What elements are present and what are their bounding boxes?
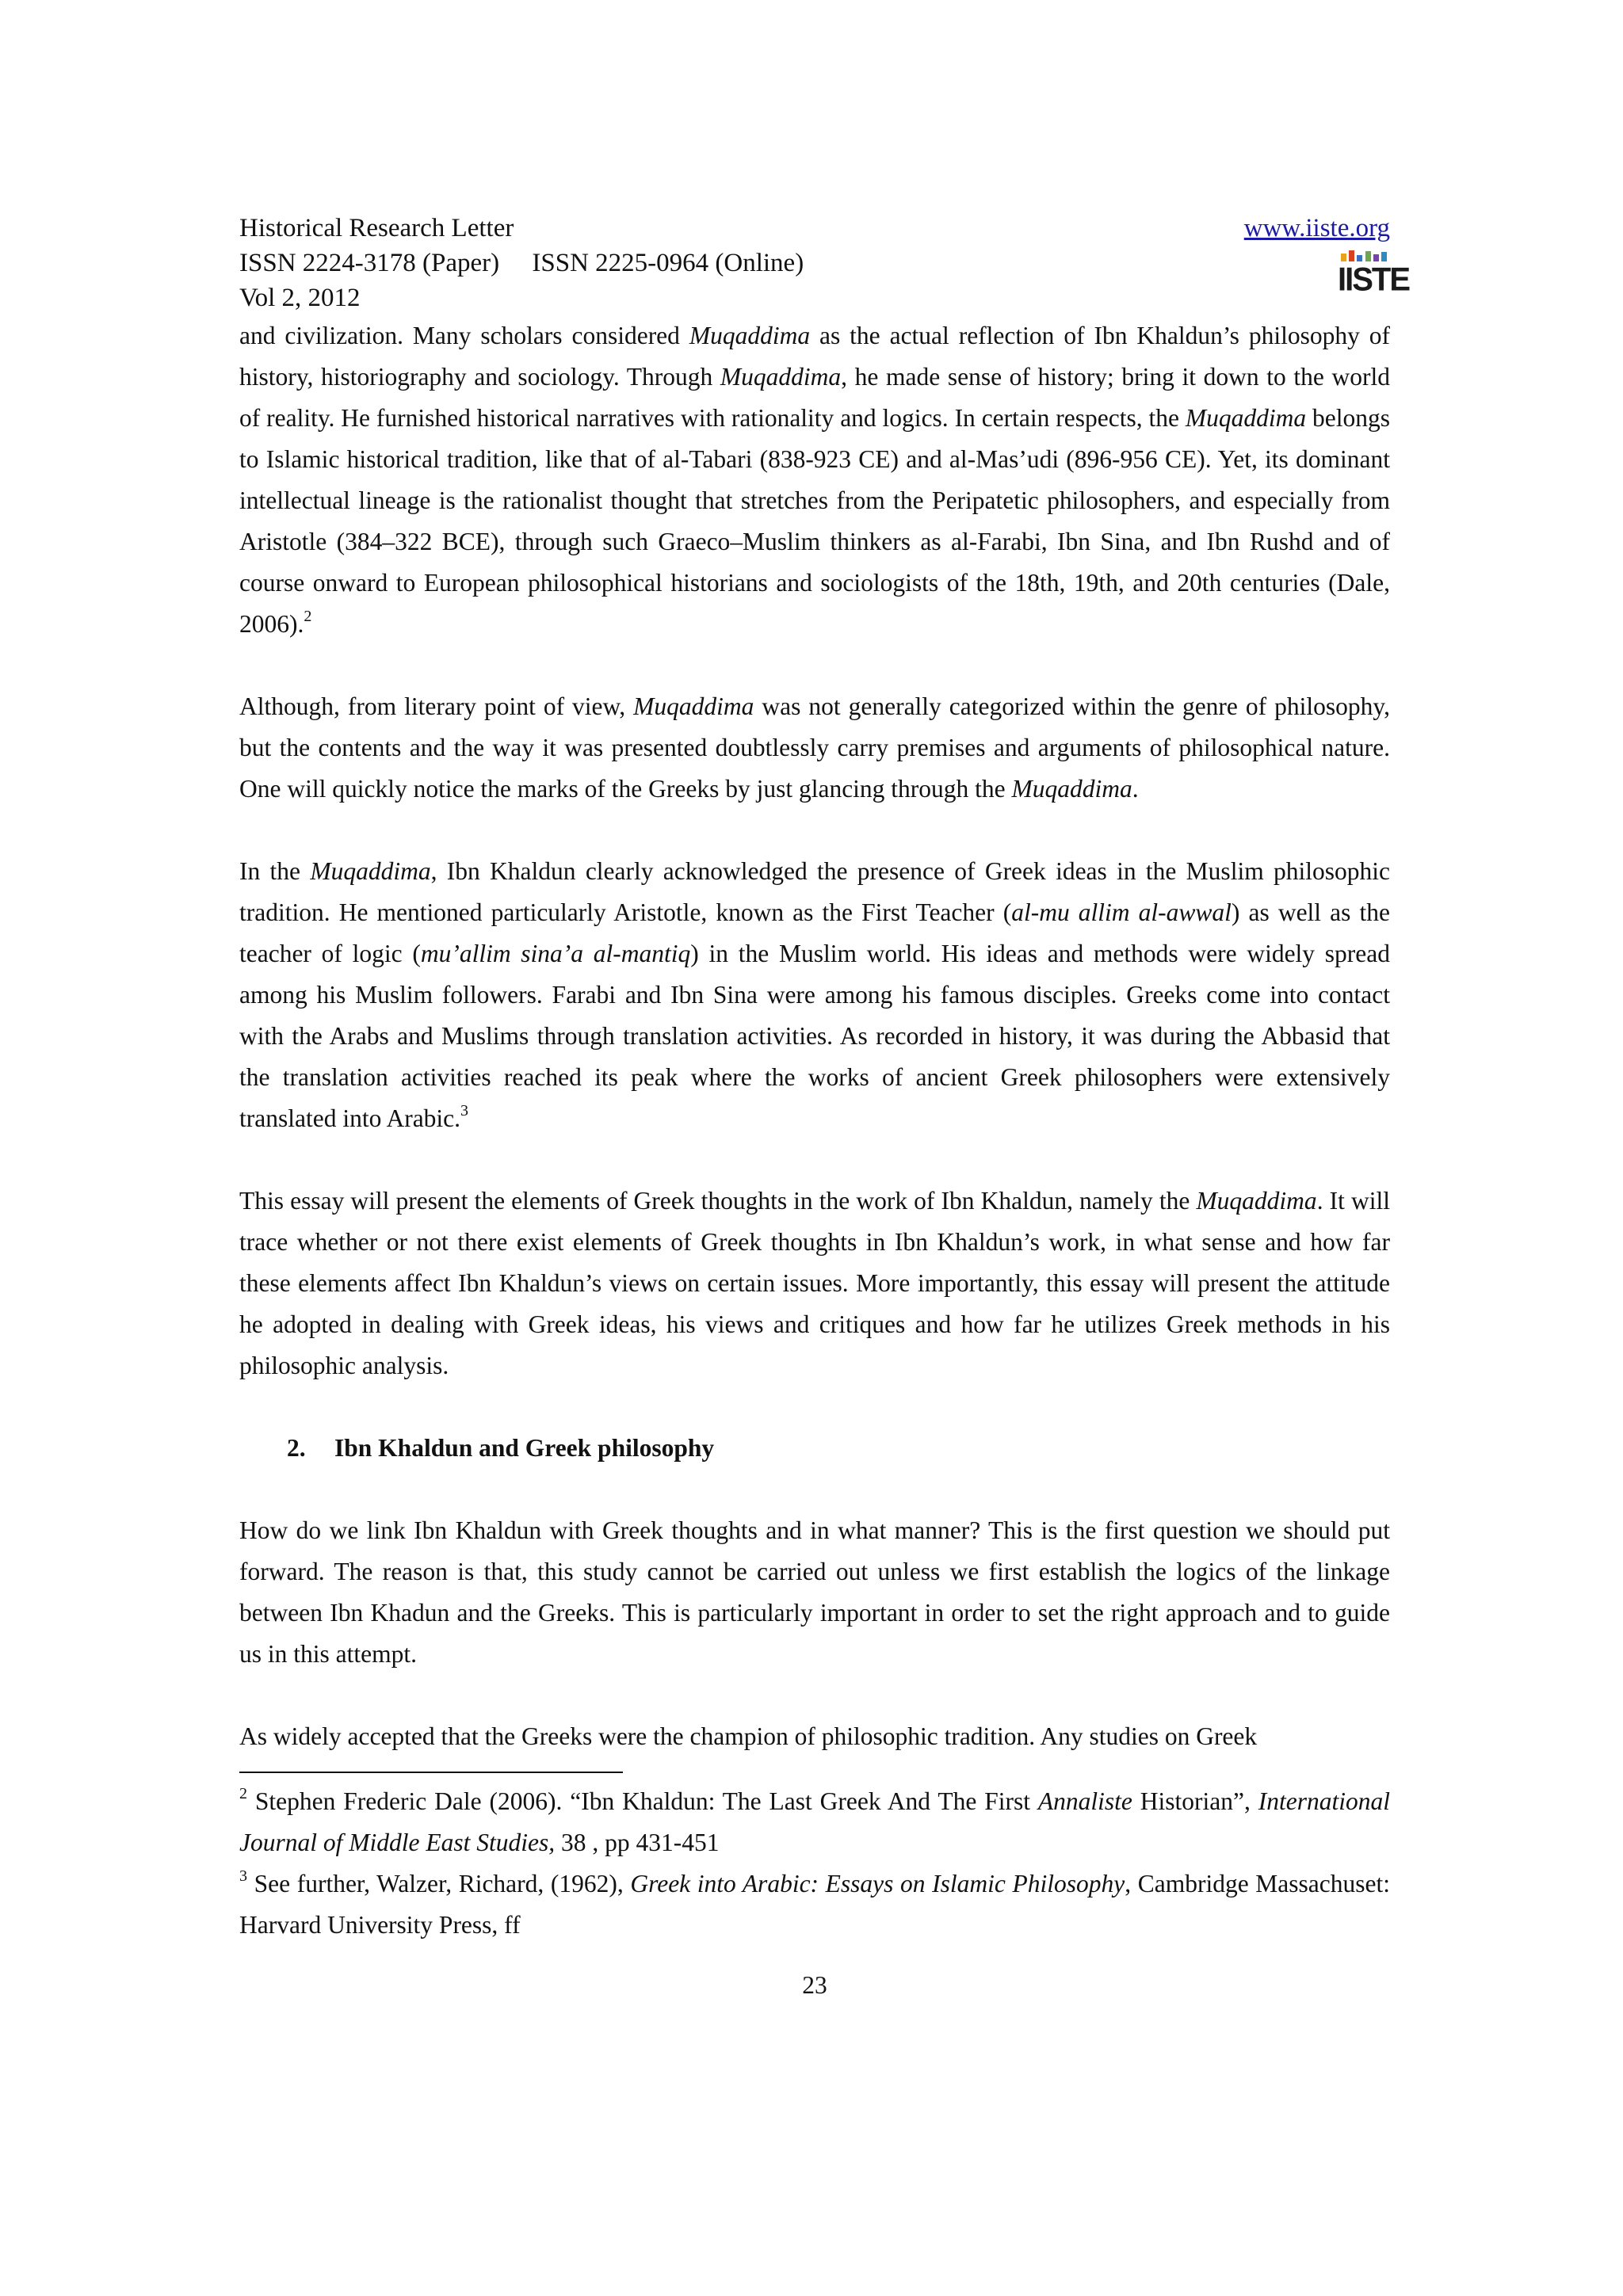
footnote-number: 2 — [239, 1785, 247, 1802]
text-run: , Ibn Khaldun clearly acknowledged the presence of Greek ideas in the Muslim philosophic tradition. He mentioned particularly Aristotle, known as the First Teacher ( — [239, 857, 1390, 926]
text-run: , he made sense of history; bring it down to the world of reality. He furnished historical narratives with rationality and logics. In certain respects, the — [239, 363, 1390, 432]
section-number: 2. — [287, 1434, 306, 1462]
paragraph-gap — [239, 645, 1390, 686]
italic-term: mu’allim sina’a al-mantiq — [420, 940, 691, 967]
italic-title: Muqaddima — [1185, 404, 1307, 432]
document-page — [239, 211, 1410, 1946]
italic-title: Greek into Arabic: Essays on Islamic Philosophy — [630, 1870, 1125, 1897]
page-number: 23 — [802, 1971, 827, 1999]
journal-title: Historical Research Letter — [239, 214, 514, 242]
text-run: ) as well as the teacher of logic ( — [239, 898, 1390, 967]
body-paragraph — [239, 686, 1390, 810]
journal-website-link[interactable]: www.iiste.org — [1243, 214, 1390, 242]
text-run: was not generally categorized within the genre of philosophy, but the contents and the way it was presented doubtlessly carry premises and arguments of philosophical nature. One will quickly notice the marks of the Greeks by just glancing through the — [239, 692, 1390, 803]
text-run: ) in the Muslim world. His ideas and methods were widely spread among his Muslim followers. Farabi and Ibn Sina were among his famous disciples. Greeks come into contact with the Arabs and Muslims through translation activities. As recorded in history, it was during the Abbasid that the translation activities reached its peak where the works of ancient Greek philosophers were extensively translated into Arabic. — [239, 940, 1390, 1132]
iiste-logo — [1338, 250, 1410, 301]
text-run: as the actual reflection of Ibn Khaldun’s philosophy of history, historiography and sociology. Through — [239, 322, 1390, 391]
paragraph-gap — [239, 810, 1390, 851]
text-run: 38 , pp 431-451 — [555, 1829, 720, 1856]
italic-title: Muqaddima — [1196, 1187, 1317, 1215]
italic-journal: International Journal of Middle East Studies, — [239, 1787, 1391, 1856]
italic-title: Muqaddima — [720, 363, 842, 391]
footnote — [239, 1863, 1390, 1946]
footnote-reference[interactable]: 2 — [304, 608, 312, 625]
article-body — [239, 315, 1390, 1757]
paragraph-gap — [239, 1469, 1390, 1510]
body-paragraph — [239, 1510, 1390, 1675]
text-run: . — [1132, 775, 1139, 803]
footnote-reference[interactable]: 3 — [460, 1102, 469, 1119]
text-run: Historian”, — [1132, 1787, 1258, 1815]
italic-title: Muqaddima — [310, 857, 431, 885]
text-run: Stephen Frederic Dale (2006). “Ibn Khaldun: The Last Greek And The First — [247, 1787, 1038, 1815]
paragraph-gap — [239, 1139, 1390, 1180]
footnote-number: 3 — [239, 1867, 247, 1885]
text-run: In the — [239, 857, 311, 885]
italic-term: al-mu allim al-awwal — [1011, 898, 1232, 926]
italic-term: Annaliste — [1037, 1787, 1132, 1815]
text-run: belongs to Islamic historical tradition, like that of al-Tabari (838-923 CE) and al-Mas’udi (896-956 CE). Yet, its dominant intellectual lineage is the rationalist thought that stretches from the Peripatetic philosophers, and especially from Aristotle (384–322 BCE), through such Graeco–Muslim thinkers as al-Farabi, Ibn Sina, and Ibn Rushd and of course onward to European philosophical historians and sociologists of the 18th, 19th, and 20th centuries (Dale, 2006). — [239, 404, 1390, 638]
footnote-separator — [239, 1772, 623, 1773]
issn-line: ISSN 2224-3178 (Paper) ISSN 2225-0964 (Online) — [239, 249, 804, 277]
section-title: Ibn Khaldun and Greek philosophy — [334, 1434, 715, 1462]
text-run: Although, from literary point of view, — [239, 692, 634, 720]
body-paragraph — [239, 851, 1390, 1139]
volume-line: Vol 2, 2012 — [239, 284, 361, 312]
text-run: How do we link Ibn Khaldun with Greek thoughts and in what manner? This is the first question we should put forward. The reason is that, this study cannot be carried out unless we first establish the logics of the linkage between Ibn Khadun and the Greeks. This is particularly important in order to set the right approach and to guide us in this attempt. — [239, 1516, 1390, 1668]
running-header — [239, 211, 1410, 315]
text-run: . It will trace whether or not there exist elements of Greek thoughts in Ibn Khaldun’s work, in what sense and how far these elements affect Ibn Khaldun’s views on certain issues. More importantly, this essay will present the attitude he adopted in dealing with Greek ideas, his views and critiques and how far he utilizes Greek methods in his philosophic analysis. — [239, 1187, 1390, 1379]
footnote — [239, 1781, 1390, 1863]
text-run: See further, Walzer, Richard, (1962), — [247, 1870, 631, 1897]
body-paragraph — [239, 1180, 1390, 1386]
italic-title: Muqaddima — [1011, 775, 1132, 803]
text-run: and civilization. Many scholars considered — [239, 322, 689, 349]
italic-title: Muqaddima — [689, 322, 811, 349]
footnotes — [239, 1781, 1390, 1946]
text-run: This essay will present the elements of Greek thoughts in the work of Ibn Khaldun, namely the — [239, 1187, 1197, 1215]
paragraph-gap — [239, 1675, 1390, 1716]
text-run: As widely accepted that the Greeks were the champion of philosophic tradition. Any studies on Greek — [239, 1722, 1258, 1750]
paragraph-gap — [239, 1386, 1390, 1428]
logo-wordmark: IISTE — [1338, 261, 1410, 299]
body-paragraph — [239, 315, 1390, 645]
section-heading — [239, 1428, 1390, 1469]
text-run: , Cambridge Massachuset: Harvard University Press, ff — [239, 1870, 1390, 1939]
italic-title: Muqaddima — [633, 692, 754, 720]
body-paragraph — [239, 1716, 1390, 1757]
